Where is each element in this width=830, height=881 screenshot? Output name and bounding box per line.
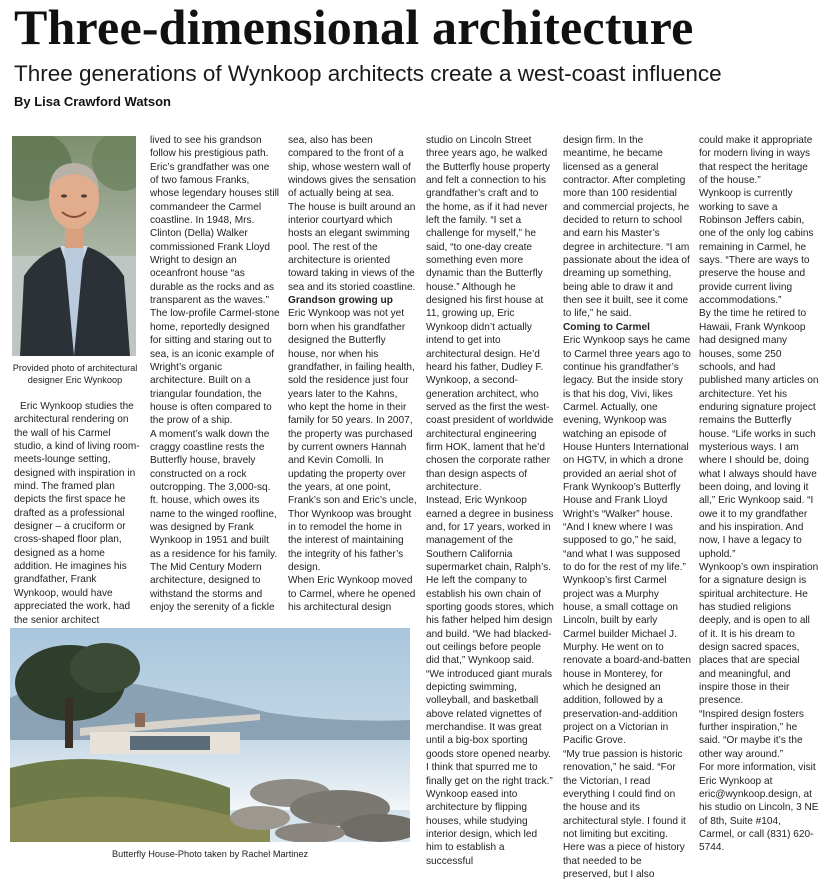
article-paragraph: lived to see his grandson follow his prestigious path. Eric’s grandfather was one of two famous Franks, whose legendary houses still commandeer the Carmel coastline. In 1948, Mrs. Clinton (Della) Walker commissioned Frank Lloyd Wright to design an oceanfront house “as durable as the rocks and as transparent as the waves.” The low-profile Carmel-stone home, reportedly designed for sitting and staring out to sea, is an iconic example of Wright’s organic architecture. Built on a triangular foundation, the house is often compared to the prow of a ship. <box>150 135 280 427</box>
article-column-5 <box>563 134 691 881</box>
article-paragraph: “My true passion is historic renovation,” he said. “For the Victorian, I read everything I could find on the house and its architectural style. I found it not limiting but exciting. Here was a piece of history that needed to be preserved, but I also <box>563 748 686 880</box>
portrait-photo <box>12 136 136 356</box>
article-subhead: Three generations of Wynkoop architects create a west-coast influence <box>14 61 722 86</box>
article-paragraph: “Inspired design fosters further inspiration,” he said. “Or maybe it’s the other way around.” <box>699 708 804 760</box>
article-paragraph: Wynkoop’s own inspiration for a signature design is spiritual architecture. He has studied religions deeply, and is open to all of it. It is his dream to design sacred spaces, places that are special and meaningful, and inspire those in their presence. <box>699 562 819 707</box>
article-paragraph: design firm. In the meantime, he became licensed as a general contractor. After completing more than 100 residential and commercial projects, he decided to return to school and earn his Master’s degree in architecture. “I am passionate about the idea of dreaming up something, being able to draw it and then see it built, see it come to life,” he said. <box>563 135 690 320</box>
article-column-2 <box>150 134 280 614</box>
article-column-3 <box>288 134 418 614</box>
article-paragraph: Eric Wynkoop was not yet born when his grandfather designed the Butterfly house, nor when his grandfather, in failing health, sold the residence just four years later to the Kahns, who kept the home in their family for 50 years. In 2007, the property was purchased by current owners Hannah and Kevin Comolli. In updating the property over the years, at one point, Frank’s son and Eric’s uncle, Thor Wynkoop was brought in to remodel the home in the interest of maintaining the integrity of his father’s design. <box>288 308 417 573</box>
article-paragraph: By the time he retired to Hawaii, Frank Wynkoop had designed many houses, some 250 schools, and had published many articles on architecture. Yet his enduring signature project remains the Butterfly house. “Life works in such mysterious ways. I am where I should be, doing what I always should have been doing, and loving it all,” Eric Wynkoop said. “I owe it to my grandfather and his inspiration. And now, I have a legacy to uphold.” <box>699 308 819 560</box>
article-paragraph: The house is built around an interior courtyard which hosts an elegant swimming pool. The rest of the architecture is oriented toward taking in views of the sea and its storied coastline. <box>288 201 416 293</box>
article-paragraph: For more information, visit Eric Wynkoop at eric@wynkoop.design, at his studio on Lincoln, 3 NE of 8th, Suite #104, Carmel, or call (831) 620-5744. <box>699 762 819 854</box>
article-paragraph: Wynkoop is currently working to save a Robinson Jeffers cabin, one of the only log cabins remaining in Carmel, he says. “There are ways to preserve the house and provide current living accommodations.” <box>699 188 814 307</box>
article-paragraph: sea, also has been compared to the front of a ship, whose western wall of windows gives the sensation of actually being at sea. <box>288 135 416 200</box>
photo-caption: Butterfly House-Photo taken by Rachel Martinez <box>112 849 309 859</box>
article-paragraph: The Mid Century Modern architecture, designed to withstand the storms and enjoy the serenity of a fickle <box>150 562 275 614</box>
section-heading: Coming to Carmel <box>563 321 650 333</box>
article-paragraph: Instead, Eric Wynkoop earned a degree in business and, for 17 years, worked in management of the Southern California supermarket chain, Ralph’s. He left the company to establish his own chain of sporting goods stores, which his father helped him design and build. “We had blacked-out ceilings before people did that,” Wynkoop said. “We introduced giant murals depicting swimming, volleyball, and basketball above related vignettes of merchandise. It was great until a big-box sporting goods store opened nearby. I think that spurred me to finally get on the right track.” Wynkoop eased into architecture by flipping houses, while studying interior design, which led him to establish a successful <box>426 495 554 867</box>
article-paragraph: Eric Wynkoop studies the architectural rendering on the wall of his Carmel studio, a kind of living room-meets-lounge setting, designed with inspiration in mind. The framed plan depicts the first space he drafted as a professional designer – a cruciform or cross-shaped floor plan, designed as a home addition. He imagines his grandfather, Frank Wynkoop, would have appreciated the work, had the senior architect <box>14 401 140 626</box>
article-paragraph: A moment’s walk down the craggy coastline rests the Butterfly house, bravely constructed on a rock outcropping. The 3,000-sq. ft. house, which owes its name to the winged roofline, was designed by Frank Wynkoop in 1951 and built as a residence for his family. <box>150 428 278 560</box>
article-paragraph: could make it appropriate for modern living in ways that respect the heritage of the house.” <box>699 135 813 187</box>
article-headline: Three-dimensional architecture <box>14 0 694 55</box>
butterfly-house-photo <box>10 628 410 842</box>
article-paragraph: studio on Lincoln Street three years ago, he walked the Butterfly house property and felt a connection to his grandfather’s craft and to the home, as if it had never left the family. “I set a challenge for myself,” he said, “to one-day create something even more dynamic than the Butterfly house.” Although he designed his first house at 11, growing up, Eric Wynkoop didn’t actually intend to get into architectural design. He’d heard his father, Dudley F. Wynkoop, a second-generation architect, who served as the first the west-coast president of worldwide architectural engineering firm HOK, lament that he’d chosen the corporate rather than design aspects of architecture. <box>426 135 554 493</box>
article-byline: By Lisa Crawford Watson <box>14 94 171 109</box>
article-column-4 <box>426 134 554 868</box>
portrait-caption: Provided photo of architectural designer Eric Wynkoop <box>12 363 138 385</box>
section-heading: Grandson growing up <box>288 295 393 307</box>
article-column-1 <box>14 400 140 627</box>
article-paragraph: When Eric Wynkoop moved to Carmel, where he opened his architectural design <box>288 575 416 614</box>
article-paragraph: Eric Wynkoop says he came to Carmel three years ago to continue his grandfather’s legacy. But the inside story is that his dog, Vivi, likes Carmel. Actually, one evening, Wynkoop was watching an episode of House Hunters International on HGTV, in which a drone provided an aerial shot of Frank Wynkoop’s Butterfly House and Frank Lloyd Wright’s “Walker” house. “And I knew where I was supposed to go,” he said, “and what I was supposed to do for the rest of my life.” <box>563 335 691 573</box>
article-paragraph: Wynkoop’s first Carmel project was a Murphy house, a small cottage on Lincoln, built by early Carmel builder Michael J. Murphy. He went on to renovate a board-and-batten house in Monterey, for which he designed an addition, followed by a preservation-and-addition project on a Victorian in Pacific Grove. <box>563 575 691 747</box>
article-column-6 <box>699 134 819 855</box>
